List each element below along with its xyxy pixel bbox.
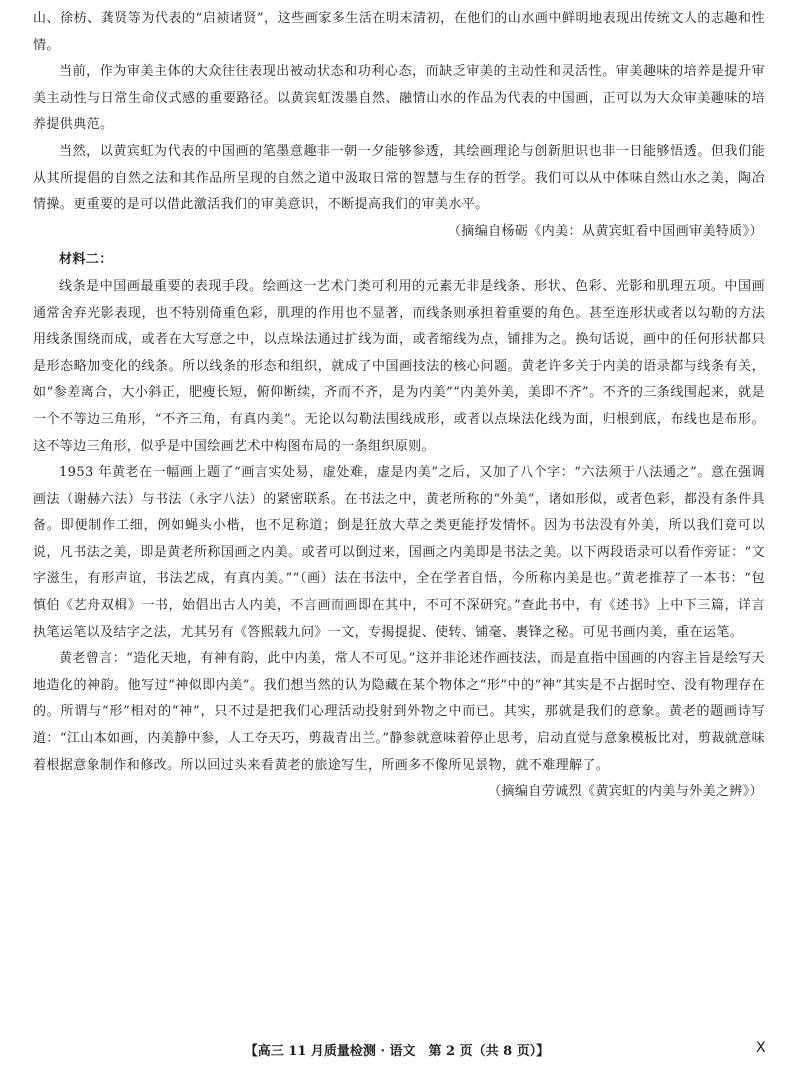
material-two-heading: 材料二： — [59, 252, 113, 268]
footer-mark: X — [756, 1040, 766, 1056]
paragraph-lines: 线条是中国画最重要的表现手段。绘画这一艺术门类可利用的元素无非是线条、形状、色彩、光影和肌理五项。中国画通常舍弃光影表现，也不特别倚重色彩，肌理的作用也不显著，而线条则承担着重要的角色。甚至连形状或者以勾勒的方法用线条围绕而成，或者在大写意之中，以点垛法通过扩线为面，或者缩线为点，铺排为之。换句话说，画中的任何形状都只是形态略加变化的线条。所以线条的形态和组织，就成了中国画技法的核心问题。黄老许多关于内美的语录都与线条有关，如“参差离合，大小斜正，肥瘦长短，俯仰断续，齐而不齐，是为内美”“内美外美，美即不齐”。不齐的三条线围起来，就是一个不等边三角形，“不齐三角，有真内美”。无论以勾勒法围线成形，或者以点垛法化线为面，归根到底，布线也是布形。这不等边三角形，似乎是中国绘画艺术中构图布局的一条组织原则。 — [33, 278, 765, 454]
source-citation-2: （摘编自劳诚烈《黄宾虹的内美与外美之辨》） — [488, 784, 763, 800]
paragraph-inner-beauty: 黄老曾言：“造化天地，有神有韵，此中内美，常人不可见。”这并非论述作画技法，而是直指中国画的内容主旨是绘写天地造化的神韵。他写过“神似即内美”。我们想当然的认为隐藏在某个物体之“形”中的“神”其实是不占据时空、没有物理存在的。所谓与“形”相对的“神”，只不过是把我们心理活动投射到外物之中而已。其实，那就是我们的意象。黄老的题画诗写道：“江山本如画，内美静中参，人工夺天巧，剪裁青出兰。”静参就意味着停止思考，启动直觉与意象模板比对，剪裁就意味着根据意象制作和修改。所以回过头来看黄老的旅途写生，所画多不像所见景物，就不难理解了。 — [33, 651, 765, 773]
paragraph-continued: 山、徐枋、龚贤等为代表的“启祯诸贤”，这些画家多生活在明末清初，在他们的山水画中鲜明地表现出传统文人的志趣和性情。 — [33, 11, 765, 53]
paragraph-public-aesthetics: 当前，作为审美主体的大众往往表现出被动状态和功利心态，而缺乏审美的主动性和灵活性。审美趣味的培养是提升审美主动性与日常生命仪式感的重要路径。以黄宾虹泼墨自然、融情山水的作品为代表的中国画，正可以为大众审美趣味的培养提供典范。 — [33, 64, 765, 133]
paragraph-calligraphy: 1953 年黄老在一幅画上题了“画言实处易，虚处难，虚是内美”之后，又加了八个字：“六法须于八法通之”。意在强调画法（谢赫六法）与书法（永字八法）的紧密联系。在书法之中，黄老所称的“外美”，诸如形似，或者色彩，都没有条件具备。即便制作工细，例如蝇头小楷，也不足称道；倒是狂放大草之类更能抒发情怀。因为书法没有外美，所以我们竟可以说，凡书法之美，即是黄老所称国画之内美。或者可以倒过来，国画之内美即是书法之美。以下两段语录可以看作旁证：“文字滋生，有形声谊，书法艺成，有真内美。”“（画）法在书法中，全在学者自悟，今所称内美是也。”黄老推荐了一本书：“包慎伯《艺舟双楫》一书，始倡出古人内美，不言画而画即在其中，不可不深研究。”查此书中，有《述书》上中下三篇，详言执笔运笔以及结字之法，尤其另有《答熙载九问》一文，专揭提捉、使转、铺毫、裹锋之秘。可见书画内美，重在运笔。 — [33, 465, 765, 640]
page-body — [33, 6, 765, 806]
paragraph-conclusion: 当然，以黄宾虹为代表的中国画的笔墨意趣非一朝一夕能够参透，其绘画理论与创新胆识也非一日能够悟透。但我们能从其所提倡的自然之法和其作品所呈现的自然之道中汲取日常的智慧与生存的哲学。我们可以从中体味自然山水之美，陶冶情操。更重要的是可以借此激活我们的审美意识，不断提高我们的审美水平。 — [33, 143, 765, 213]
source-citation-1: （摘编自杨砺《内美：从黄宾虹看中国画审美特质》） — [447, 223, 763, 239]
page-footer: 【高三 11 月质量检测 · 语文 第 2 页（共 8 页）】 — [244, 1044, 550, 1059]
